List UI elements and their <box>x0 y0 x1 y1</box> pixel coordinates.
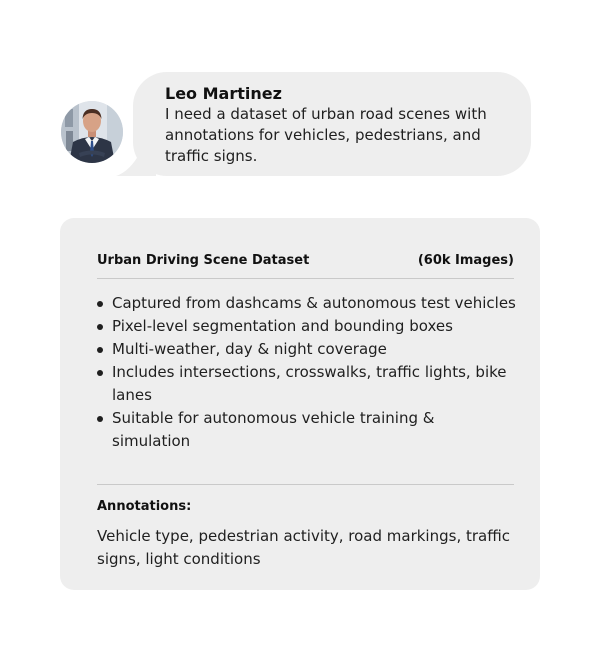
message-text: I need a dataset of urban road scenes with annotations for vehicles, pedestrians, and traffic signs. <box>165 105 487 165</box>
feature-text: Includes intersections, crosswalks, traffic lights, bike lanes <box>112 363 507 404</box>
bullet-icon <box>97 416 103 422</box>
divider <box>97 484 514 485</box>
bullet-icon <box>97 301 103 307</box>
list-item <box>97 361 517 407</box>
bullet-icon <box>97 370 103 376</box>
annotations-heading: Annotations: <box>97 499 192 514</box>
list-item <box>97 315 517 338</box>
image-count: (60k Images) <box>417 253 514 268</box>
feature-text: Pixel-level segmentation and bounding boxes <box>112 317 453 335</box>
feature-list <box>97 292 517 453</box>
dataset-title: Urban Driving Scene Dataset <box>97 253 310 268</box>
feature-text: Captured from dashcams & autonomous test vehicles <box>112 294 516 312</box>
message-bubble <box>133 72 531 176</box>
feature-text: Suitable for autonomous vehicle training & simulation <box>112 409 435 450</box>
avatar <box>61 101 123 163</box>
card-header <box>97 253 514 273</box>
feature-text: Multi-weather, day & night coverage <box>112 340 387 358</box>
bullet-icon <box>97 347 103 353</box>
divider <box>97 278 514 279</box>
list-item <box>97 292 517 315</box>
annotations-text: Vehicle type, pedestrian activity, road markings, traffic signs, light conditions <box>97 527 510 568</box>
bullet-icon <box>97 324 103 330</box>
list-item <box>97 338 517 361</box>
list-item <box>97 407 517 453</box>
dataset-card <box>60 218 540 590</box>
person-photo <box>61 101 123 163</box>
sender-name: Leo Martinez <box>165 84 282 103</box>
